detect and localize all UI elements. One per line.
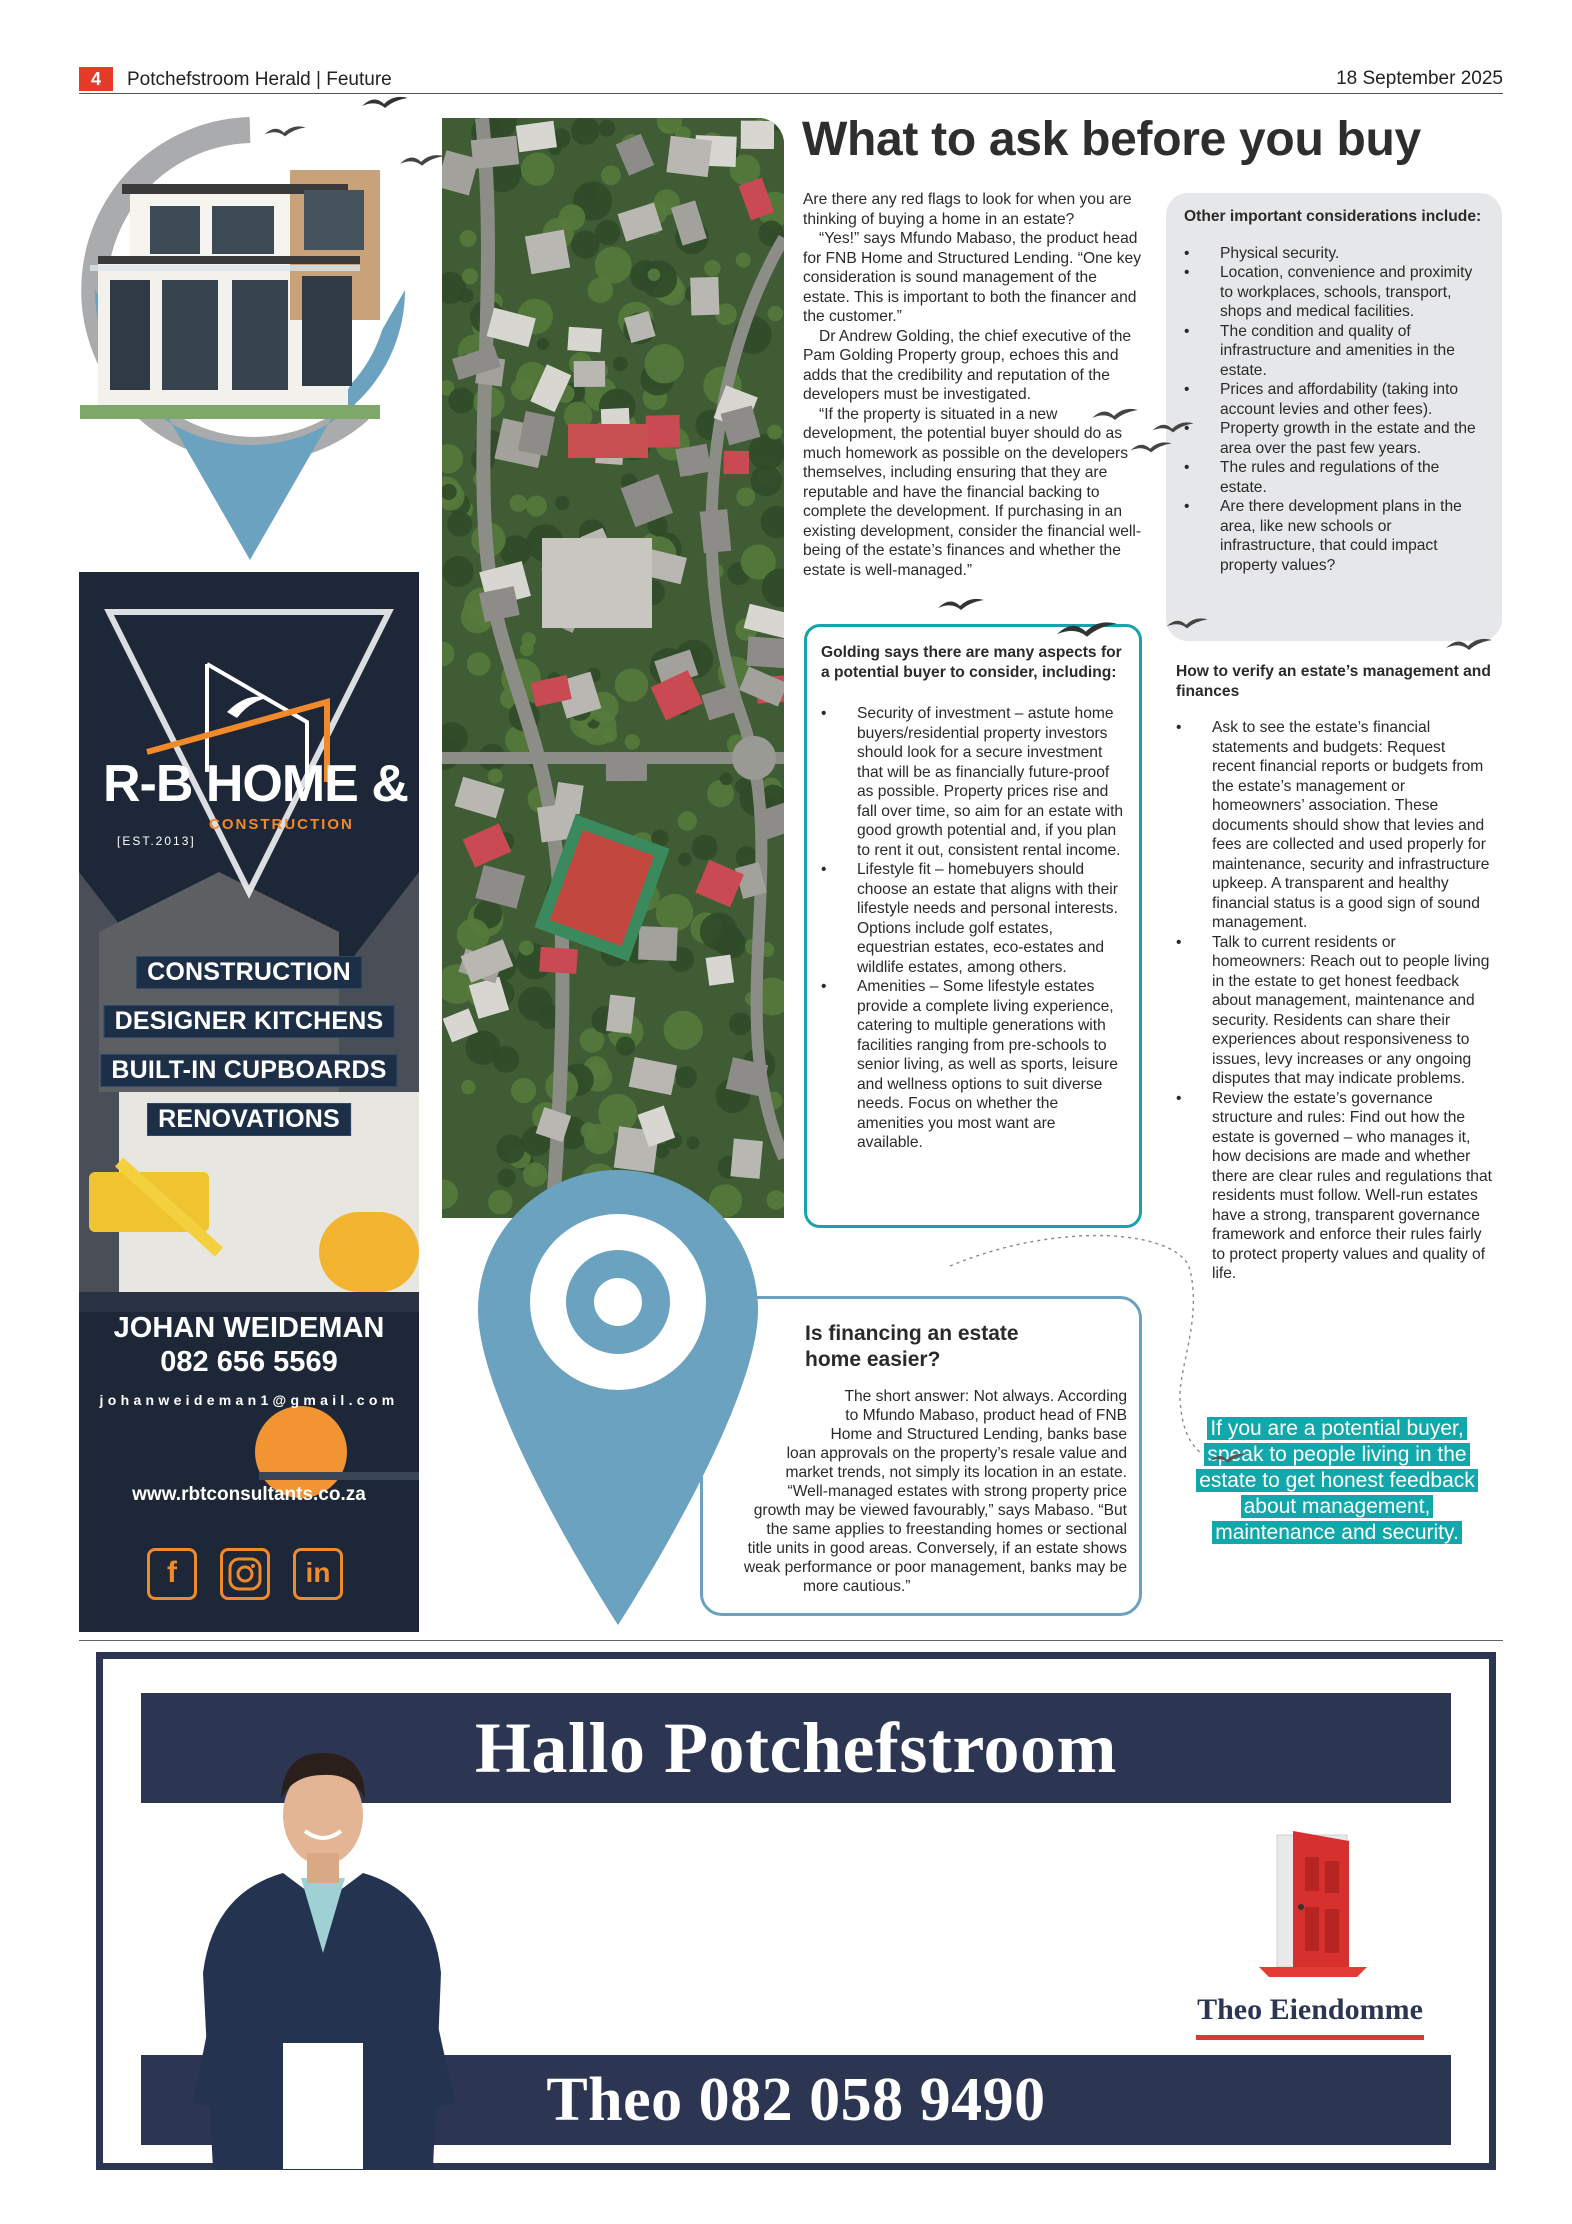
financing-line: weak performance or poor management, banks may be [743, 1559, 1127, 1576]
bird-icon [1052, 616, 1122, 642]
financing-title-line-1: Is financing an estate [805, 1322, 1019, 1345]
publication-name: Potchefstroom Herald | Feuture [127, 69, 392, 90]
list-item: • Prices and affordability (taking into account levies and other fees). [1184, 380, 1484, 419]
bird-icon [1090, 404, 1140, 424]
bird-icon [1208, 1450, 1248, 1466]
list-item: • Review the estate’s governance structure and rules: Find out how the estate is governed – who manages it, how decisions are made and whether there are clear rules and regulations that residents must follow. Well-run estates have a strong, transparent governance framework and enforce their rules fairly to protect property values and quality of life. [1176, 1089, 1492, 1284]
list-item: • Ask to see the estate’s financial statements and budgets: Request recent financial reports or budgets from the estate’s management or homeowners’ association. These documents should show that levies and fees are collected and used properly for maintenance, security and infrastructure upkeep. A transparent and healthy financial status is a good sign of sound management. [1176, 718, 1492, 933]
rb-home-logo-est: [EST.2013] [117, 834, 196, 848]
financing-title [805, 1321, 1019, 1373]
considerations-box [1166, 193, 1502, 641]
contact-email[interactable]: johanweideman1@gmail.com [99, 1392, 399, 1408]
rb-home-logo-sub: CONSTRUCTION [209, 816, 354, 833]
contact-name: JOHAN WEIDEMAN [113, 1312, 385, 1344]
contact-phone: 082 656 5569 [160, 1346, 338, 1378]
golding-aspects-list [821, 704, 1125, 1153]
golding-box-title: Golding says there are many aspects for a potential buyer to consider, including: [821, 644, 1122, 681]
list-item: • Talk to current residents or homeowners: Reach out to people living in the estate to get honest feedback about management, maintenance and security. Residents can share their experiences about responsiveness to issues, levy increases or any ongoing disputes that may indicate problems. [1176, 933, 1492, 1089]
service-construction: CONSTRUCTION [136, 956, 362, 989]
bird-icon [1128, 438, 1174, 456]
rb-home-logo-text: R-B HOME & [103, 755, 408, 813]
linkedin-icon[interactable]: in [293, 1548, 343, 1600]
list-item: • Physical security. [1184, 244, 1484, 264]
list-item: • Security of investment – astute home buyers/residential property investors should look for a secure investment that will be as financially future-proof as possible. Property prices rise and fall over time, so aim for an estate with good growth potential and, if you plan to rent it out, consistent rental income. [821, 704, 1125, 860]
list-item: • The condition and quality of infrastructure and amenities in the estate. [1184, 322, 1484, 381]
article-headline: What to ask before you buy [802, 113, 1421, 166]
advert-phone: Theo 082 058 9490 [141, 2055, 1451, 2145]
service-renovations: RENOVATIONS [147, 1103, 351, 1136]
rb-home-advert [79, 572, 419, 1632]
financing-line: growth may be viewed favourably,” says Mabaso. “But [753, 1502, 1127, 1519]
list-item: • Are there development plans in the area, like new schools or infrastructure, that could impact property values? [1184, 497, 1484, 575]
list-item: • Location, convenience and proximity to workplaces, schools, transport, shops and medical facilities. [1184, 263, 1484, 322]
location-pin-graphic [468, 1160, 768, 1630]
financing-line: to Mfundo Mabaso, product head of FNB [845, 1407, 1127, 1424]
brand-name: Theo Eiendomme [1197, 1993, 1423, 2026]
pull-quote-text: If you are a potential buyer, speak to people living in the estate to get honest feedback about management, maintenance and security. [1196, 1417, 1478, 1544]
intro-paragraph-3: Dr Andrew Golding, the chief executive of the Pam Golding Property group, echoes this and adds that the credibility and reputation of the developers must be investigated. [803, 327, 1132, 403]
house-location-pin-image [70, 110, 430, 570]
financing-title-line-2: home easier? [805, 1348, 941, 1371]
section-divider [79, 1640, 1503, 1641]
list-item: • Amenities – Some lifestyle estates provide a complete living experience, catering to multiple generations with facilities ranging from pre-schools to senior living, as well as sports, leisure and wellness options to suit diverse needs. Focus on whether the amenities you most want are available. [821, 977, 1125, 1153]
financing-line: “Well-managed estates with strong property price [787, 1483, 1127, 1500]
advert-headline: Hallo Potchefstroom [141, 1693, 1451, 1803]
financing-line: Home and Structured Lending, banks base [830, 1426, 1127, 1443]
theo-eiendomme-advert [96, 1652, 1496, 2170]
bird-icon [1164, 614, 1210, 632]
financing-line: The short answer: Not always. According [844, 1388, 1127, 1405]
instagram-icon[interactable] [220, 1548, 270, 1600]
intro-paragraph-4: “If the property is situated in a new development, the potential buyer should do as much homework as possible on the developers themselves, including ensuring that they are reputable and have the financial backing to complete the development. If purchasing in an existing development, consider the financial well-being of the estate’s finances and whether the estate is well-managed.” [803, 405, 1142, 579]
brand-underline [1196, 2035, 1424, 2040]
verify-management-section [1176, 662, 1492, 1284]
list-item: • The rules and regulations of the estate. [1184, 458, 1484, 497]
pull-quote [1182, 1416, 1492, 1546]
intro-paragraph-1: Are there any red flags to look for when you are thinking of buying a home in an estate? [803, 191, 1132, 228]
agent-portrait [173, 1703, 473, 2169]
financing-line: the same applies to freestanding homes or sectional [766, 1521, 1127, 1538]
financing-line: title units in good areas. Conversely, if an estate shows [747, 1540, 1127, 1557]
intro-paragraph-2: “Yes!” says Mfundo Mabaso, the product head for FNB Home and Structured Lending. “One key consideration is sound management of the estate. This is important to both the financer and the customer.” [803, 230, 1142, 325]
financing-line: market trends, not simply its location in an estate. [785, 1464, 1127, 1481]
bird-icon [398, 150, 446, 170]
financing-line: loan approvals on the property’s resale value and [786, 1445, 1127, 1462]
bird-icon [1150, 418, 1196, 436]
golding-aspects-box [804, 624, 1142, 1228]
list-item: • Property growth in the estate and the area over the past few years. [1184, 419, 1484, 458]
red-door-logo [1253, 1827, 1373, 1981]
facebook-icon[interactable]: f [147, 1548, 197, 1600]
financing-line: more cautious.” [803, 1578, 911, 1595]
verify-title: How to verify an estate’s management and finances [1176, 663, 1491, 700]
considerations-list [1184, 244, 1484, 576]
bird-icon [262, 122, 308, 140]
article-intro [803, 190, 1143, 580]
verify-list [1176, 718, 1492, 1284]
service-designer-kitchens: DESIGNER KITCHENS [104, 1005, 395, 1038]
bird-icon [360, 92, 410, 112]
bird-icon [1444, 634, 1494, 654]
service-built-in-cupboards: BUILT-IN CUPBOARDS [100, 1054, 397, 1087]
website-link[interactable]: www.rbtconsultants.co.za [132, 1484, 366, 1505]
bird-icon [936, 594, 986, 614]
list-item: • Lifestyle fit – homebuyers should choose an estate that aligns with their lifestyle needs and personal interests. Options include golf estates, equestrian estates, eco-estates and wildlife estates, among others. [821, 860, 1125, 977]
issue-date: 18 September 2025 [1336, 68, 1503, 89]
page-number: 4 [79, 67, 113, 91]
considerations-title: Other important considerations include: [1184, 208, 1482, 225]
page-header [79, 66, 1503, 94]
aerial-estate-photo [442, 118, 784, 1218]
